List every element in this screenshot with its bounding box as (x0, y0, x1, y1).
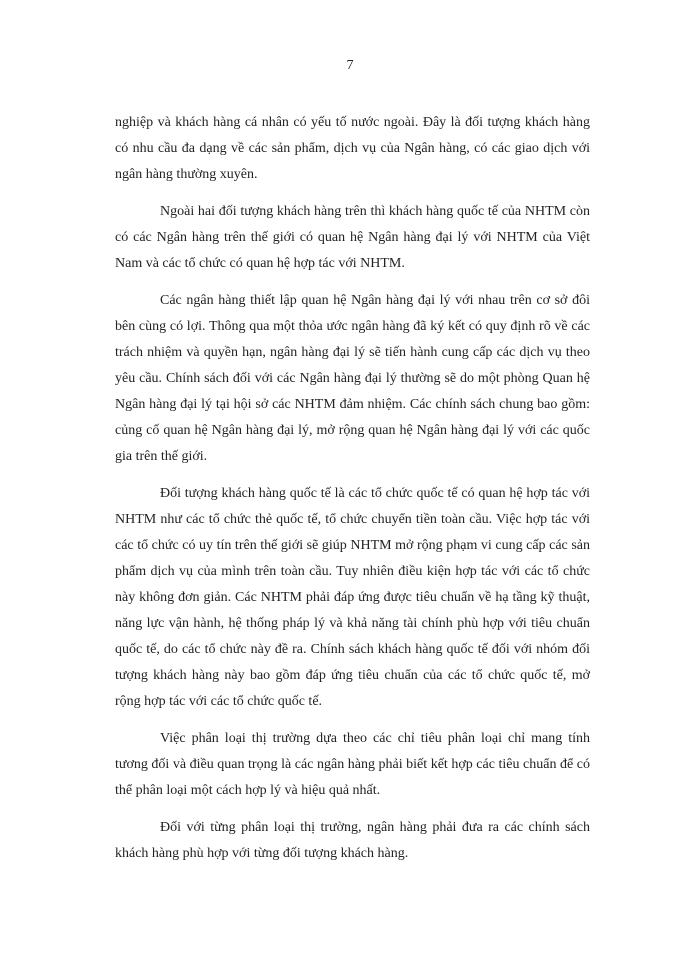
paragraph-correspondent-banks: Các ngân hàng thiết lập quan hệ Ngân hàng đại lý với nhau trên cơ sở đôi bên cùng có lợi. Thông qua một thỏa ước ngân hàng đã ký kết có quy định rõ về các trách nhiệm và quyền hạn, ngân hàng đại lý sẽ tiến hành cung cấp các dịch vụ theo yêu cầu. Chính sách đối với các Ngân hàng đại lý thường sẽ do một phòng Quan hệ Ngân hàng đại lý tại hội sở các NHTM đảm nhiệm. Các chính sách chung bao gồm: củng cố quan hệ Ngân hàng đại lý, mở rộng quan hệ Ngân hàng đại lý với các quốc gia trên thế giới. (115, 293, 590, 464)
paragraph-continuation: nghiệp và khách hàng cá nhân có yếu tố nước ngoài. Đây là đối tượng khách hàng có nhu cầu đa dạng về các sản phẩm, dịch vụ của Ngân hàng, có các giao dịch với ngân hàng thường xuyên. (115, 115, 590, 182)
page-number: 7 (346, 58, 354, 73)
body-text (115, 110, 590, 878)
paragraph-international-customers: Ngoài hai đối tượng khách hàng trên thì khách hàng quốc tế của NHTM còn có các Ngân hàng trên thế giới có quan hệ Ngân hàng đại lý với NHTM của Việt Nam và các tổ chức có quan hệ hợp tác với NHTM. (115, 204, 590, 271)
paragraph-customer-policy: Đối với từng phân loại thị trường, ngân hàng phải đưa ra các chính sách khách hàng phù hợp với từng đối tượng khách hàng. (115, 820, 590, 861)
paragraph-international-organizations: Đối tượng khách hàng quốc tế là các tổ chức quốc tế có quan hệ hợp tác với NHTM như các tổ chức thẻ quốc tế, tổ chức chuyển tiền toàn cầu. Việc hợp tác với các tổ chức có uy tín trên thế giới sẽ giúp NHTM mở rộng phạm vi cung cấp các sản phẩm dịch vụ của mình trên toàn cầu. Tuy nhiên điều kiện hợp tác với các tổ chức này không đơn giản. Các NHTM phải đáp ứng được tiêu chuẩn về hạ tầng kỹ thuật, năng lực vận hành, hệ thống pháp lý và khả năng tài chính phù hợp với tiêu chuẩn quốc tế, do các tổ chức này đề ra. Chính sách khách hàng quốc tế đối với nhóm đối tượng khách hàng này bao gồm đáp ứng tiêu chuẩn của các tổ chức quốc tế, mở rộng hợp tác với các tổ chức quốc tế. (115, 486, 590, 709)
paragraph-market-classification: Việc phân loại thị trường dựa theo các chỉ tiêu phân loại chỉ mang tính tương đối và điều quan trọng là các ngân hàng phải biết kết hợp các tiêu chuẩn để có thể phân loại một cách hợp lý và hiệu quả nhất. (115, 731, 590, 798)
